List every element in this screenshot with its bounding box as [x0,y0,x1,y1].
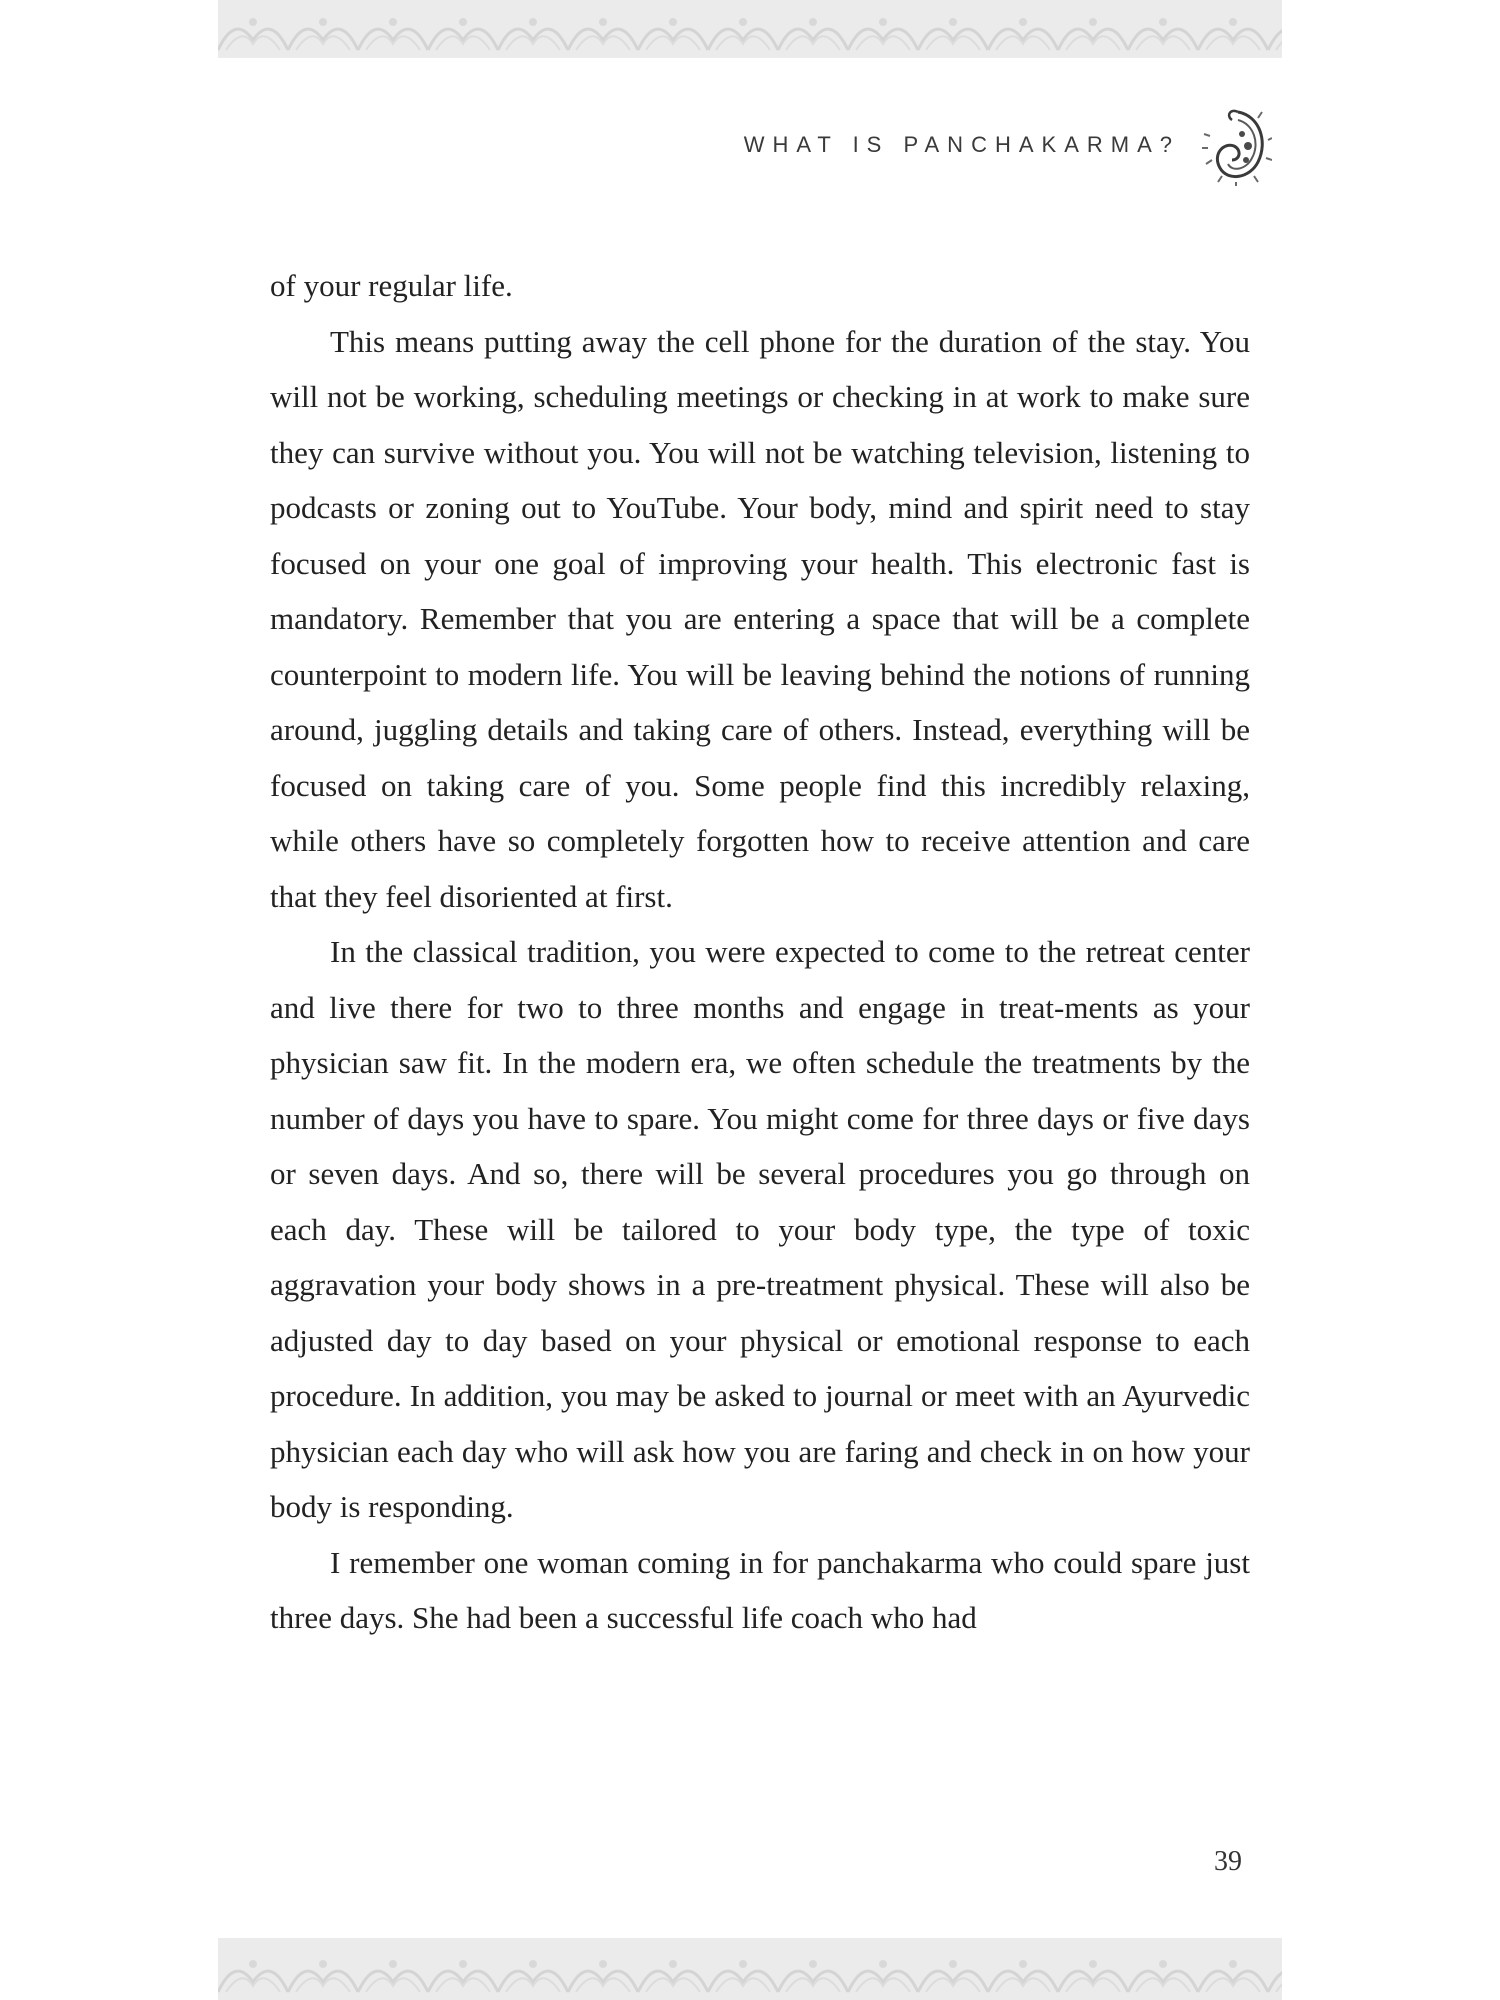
paragraph-continuation: of your regular life. [270,268,513,303]
page-number: 39 [1214,1846,1242,1877]
paragraph: In the classical tradition, you were expected to come to the retreat center and live there for two to three months and engage in treat-ments as your physician saw fit. In the modern era, we often schedule the treatments by the number of days you have to spare. You might come for three days or five days or seven days. And so, there will be several procedures you go through on each day. These will be tailored to your body type, the type of toxic aggravation your body shows in a pre-treatment physical. These will also be adjusted day to day based on your physical or emotional response to each procedure. In addition, you may be asked to journal or meet with an Ayurvedic physician each day who will ask how you are faring and check in on how your body is responding. [270,934,1250,1524]
paragraph: This means putting away the cell phone for the duration of the stay. You will not be working, scheduling meetings or checking in at work to make sure they can survive without you. You will not be watching television, listening to podcasts or zoning out to YouTube. Your body, mind and spirit need to stay focused on your one goal of improving your health. This electronic fast is mandatory. Remember that you are entering a space that will be a complete counterpoint to modern life. You will be leaving behind the notions of running around, juggling details and taking care of others. Instead, everything will be focused on taking care of you. Some people find this incredibly relaxing, while others have so completely forgotten how to receive attention and care that they feel disoriented at first. [270,323,1250,914]
bottom-decorative-border [218,1938,1282,2000]
running-head-title: WHAT IS PANCHAKARMA? [743,132,1180,157]
scalloped-border-pattern [218,1938,1282,2000]
book-page [218,0,1282,2000]
paragraph: I remember one woman coming in for panchakarma who could spare just three days. She had been a successful life coach who had [270,1544,1250,1635]
top-decorative-border [218,0,1282,58]
paisley-icon [1202,106,1272,186]
scalloped-border-pattern [218,0,1282,58]
body-text [270,258,1250,1646]
